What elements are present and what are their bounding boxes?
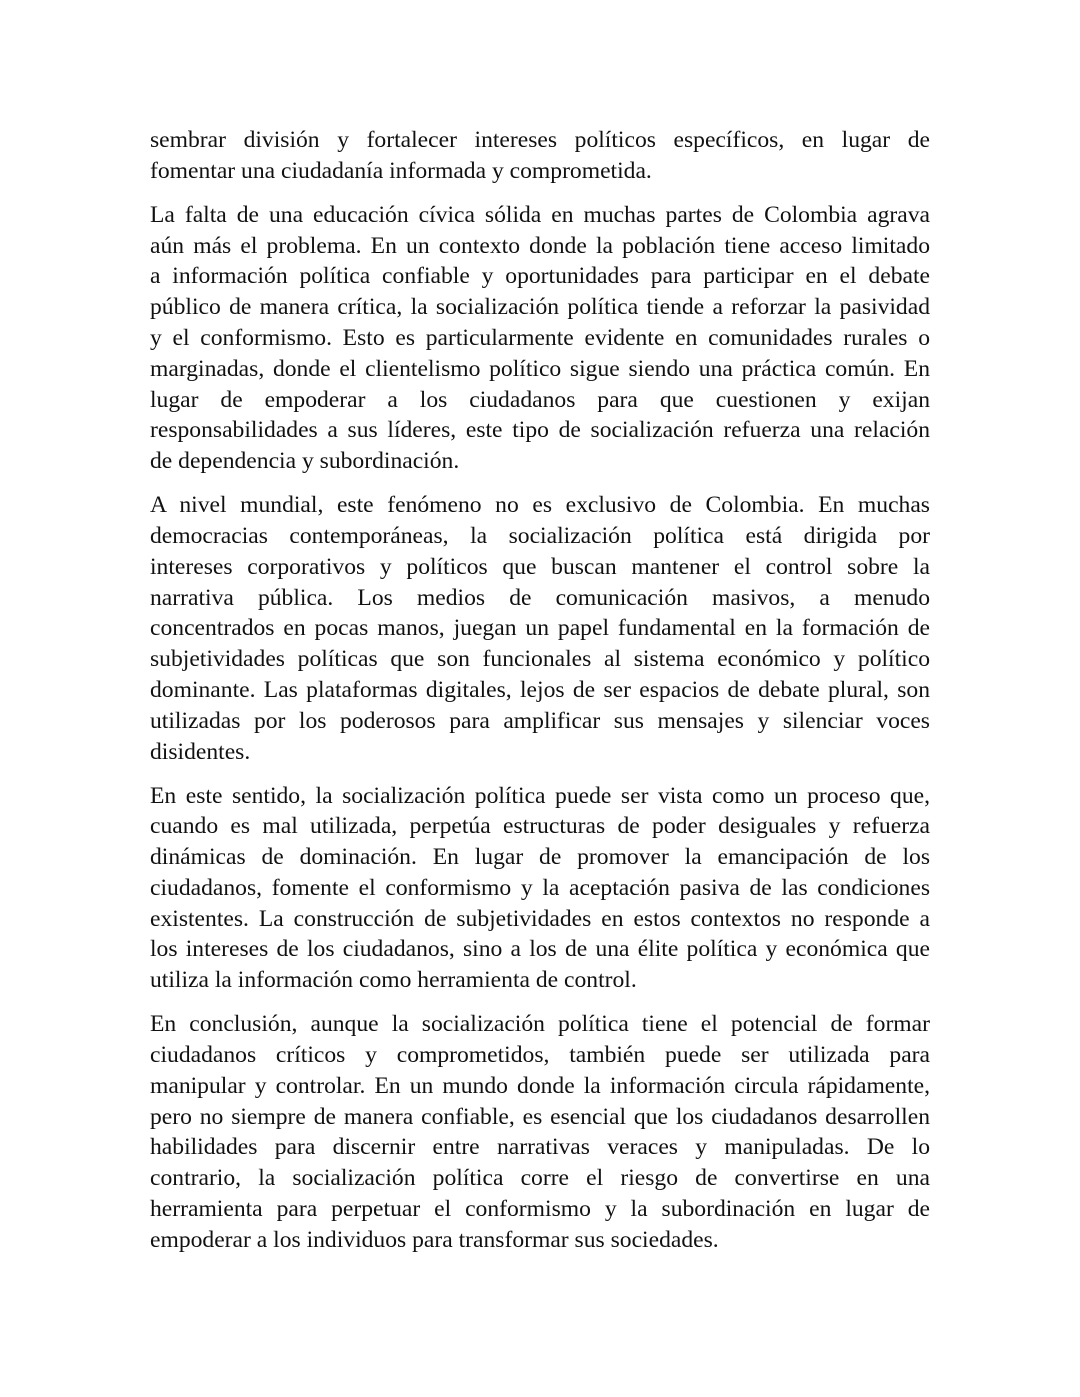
document-page — [150, 125, 930, 1269]
text-line: subjetividades políticas que son funcionales al sistema económico y político — [150, 646, 930, 673]
text-line: a información política confiable y oportunidades para participar en el debate — [150, 263, 930, 290]
text-line: y el conformismo. Esto es particularmente evidente en comunidades rurales o — [150, 324, 930, 351]
text-line: existentes. La construcción de subjetividades en estos contextos no responde a — [150, 905, 930, 932]
text-line: narrativa pública. Los medios de comunicación masivos, a menudo — [150, 584, 930, 611]
text-line: dominante. Las plataformas digitales, lejos de ser espacios de debate plural, son — [150, 676, 930, 703]
text-line: cuando es mal utilizada, perpetúa estructuras de poder desiguales y refuerza — [150, 813, 930, 840]
text-line: La falta de una educación cívica sólida en muchas partes de Colombia agrava — [150, 201, 930, 228]
text-line: En este sentido, la socialización política puede ser vista como un proceso que, — [150, 782, 930, 809]
text-line: manipular y controlar. En un mundo donde la información circula rápidamente, — [150, 1072, 930, 1099]
text-line: empoderar a los individuos para transformar sus sociedades. — [150, 1226, 719, 1253]
text-line: los intereses de los ciudadanos, sino a los de una élite política y económica que — [150, 936, 930, 963]
text-line: responsabilidades a sus líderes, este tipo de socialización refuerza una relación — [150, 417, 930, 444]
text-line: aún más el problema. En un contexto donde la población tiene acceso limitado — [150, 232, 930, 259]
text-line: ciudadanos, fomente el conformismo y la aceptación pasiva de las condiciones — [150, 874, 930, 901]
text-line: herramienta para perpetuar el conformismo y la subordinación en lugar de — [150, 1196, 930, 1223]
text-line: público de manera crítica, la socialización política tiende a reforzar la pasividad — [150, 294, 930, 321]
text-line: fomentar una ciudadanía informada y comprometida. — [150, 157, 652, 184]
text-line: pero no siempre de manera confiable, es esencial que los ciudadanos desarrollen — [150, 1103, 930, 1130]
text-line: utiliza la información como herramienta de control. — [150, 967, 637, 994]
text-line: intereses corporativos y políticos que buscan mantener el control sobre la — [150, 553, 930, 580]
text-line: contrario, la socialización política corre el riesgo de convertirse en una — [150, 1165, 930, 1192]
text-line: concentrados en pocas manos, juegan un papel fundamental en la formación de — [150, 615, 930, 642]
text-line: de dependencia y subordinación. — [150, 448, 460, 475]
text-line: lugar de empoderar a los ciudadanos para que cuestionen y exijan — [150, 386, 930, 413]
text-line: A nivel mundial, este fenómeno no es exclusivo de Colombia. En muchas — [150, 492, 930, 519]
text-line: habilidades para discernir entre narrativas veraces y manipuladas. De lo — [150, 1134, 930, 1161]
text-line: disidentes. — [150, 738, 251, 765]
text-line: ciudadanos críticos y comprometidos, también puede ser utilizada para — [150, 1042, 930, 1069]
paragraph — [150, 125, 930, 187]
text-line: utilizadas por los poderosos para amplificar sus mensajes y silenciar voces — [150, 707, 930, 734]
text-line: En conclusión, aunque la socialización política tiene el potencial de formar — [150, 1011, 930, 1038]
text-line: dinámicas de dominación. En lugar de promover la emancipación de los — [150, 844, 930, 871]
paragraph — [150, 490, 930, 767]
paragraph — [150, 200, 930, 477]
text-line: marginadas, donde el clientelismo político sigue siendo una práctica común. En — [150, 355, 930, 382]
text-line: democracias contemporáneas, la socialización política está dirigida por — [150, 522, 930, 549]
paragraph — [150, 1009, 930, 1255]
text-line: sembrar división y fortalecer intereses políticos específicos, en lugar de — [150, 127, 930, 153]
paragraph — [150, 781, 930, 997]
